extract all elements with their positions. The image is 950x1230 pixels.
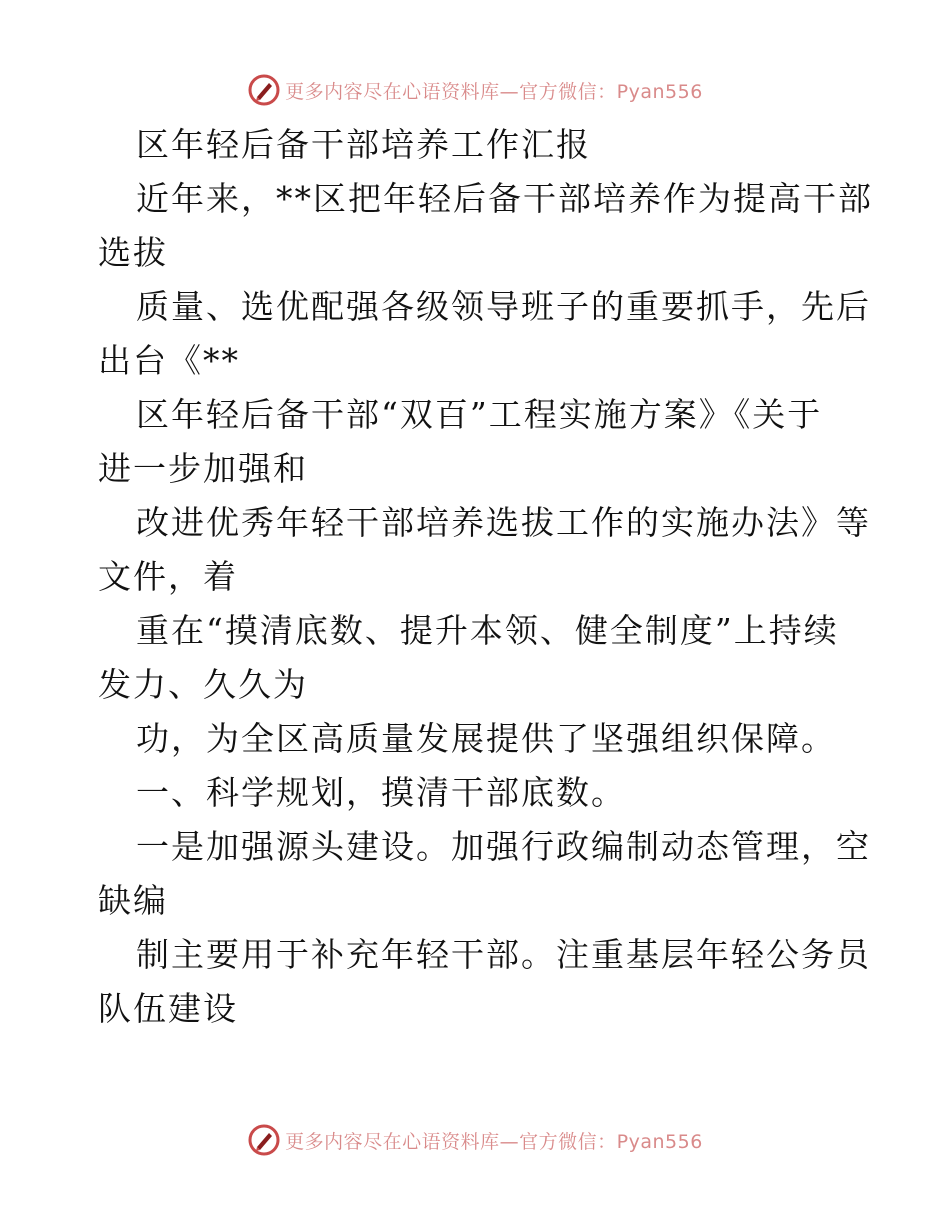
text-line: 发力、久久为 xyxy=(98,665,308,704)
text-line: 队伍建设 xyxy=(98,989,238,1028)
text-line: 制主要用于补充年轻干部。注重基层年轻公务员 xyxy=(136,935,871,974)
text-line: 缺编 xyxy=(98,881,168,920)
text-line: 进一步加强和 xyxy=(98,449,308,488)
banner-text: 更多内容尽在心语资料库—官方微信：Pyan556 xyxy=(285,1130,703,1153)
text-line: 质量、选优配强各级领导班子的重要抓手，先后 xyxy=(136,287,871,326)
pen-logo-icon xyxy=(247,73,281,107)
header-banner xyxy=(0,70,950,110)
document-body xyxy=(98,118,873,1036)
text-line: 选拔 xyxy=(98,233,168,272)
pen-logo-icon xyxy=(247,1123,281,1157)
text-line: 区年轻后备干部培养工作汇报 xyxy=(136,125,591,164)
text-line: 一、科学规划，摸清干部底数。 xyxy=(136,773,626,812)
text-line: 功，为全区高质量发展提供了坚强组织保障。 xyxy=(136,719,836,758)
footer-banner xyxy=(0,1120,950,1160)
text-line: 改进优秀年轻干部培养选拔工作的实施办法》等 xyxy=(136,503,871,542)
text-line: 重在“摸清底数、提升本领、健全制度”上持续 xyxy=(136,611,839,650)
banner-text: 更多内容尽在心语资料库—官方微信：Pyan556 xyxy=(285,80,703,103)
text-line: 文件，着 xyxy=(98,557,238,596)
text-line: 一是加强源头建设。加强行政编制动态管理，空 xyxy=(136,827,871,866)
text-line: 出台《** xyxy=(98,341,240,380)
text-line: 近年来，**区把年轻后备干部培养作为提高干部 xyxy=(136,179,873,218)
text-line: 区年轻后备干部“双百”工程实施方案》《关于 xyxy=(136,395,823,434)
